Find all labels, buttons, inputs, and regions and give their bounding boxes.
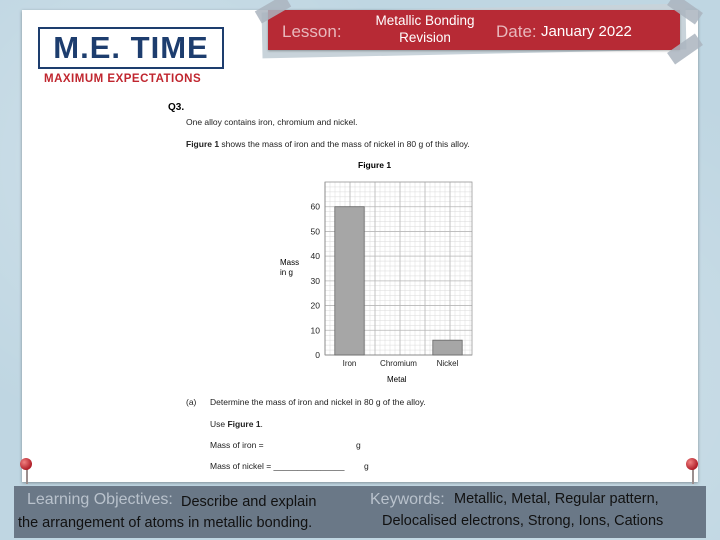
part-a-text: Determine the mass of iron and nickel in 80 g of the alloy. xyxy=(210,397,426,407)
chart-title: Figure 1 xyxy=(358,160,392,170)
pin-right-stem xyxy=(692,468,694,484)
date-label: Date: xyxy=(496,22,537,41)
question-line2-bold: Figure 1 xyxy=(186,139,220,149)
use-figure-text xyxy=(210,419,263,429)
y-tick-label: 60 xyxy=(310,201,320,212)
y-tick-label: 20 xyxy=(310,300,320,311)
mass-nickel-unit: g xyxy=(364,461,369,471)
y-tick-label: 40 xyxy=(310,251,320,262)
x-tick-label: Nickel xyxy=(436,359,459,368)
y-tick-label: 50 xyxy=(310,226,320,237)
y-tick-label: 10 xyxy=(310,325,320,336)
use-figure-bold: Figure 1 xyxy=(227,419,261,429)
logo-part-time: TIME xyxy=(130,30,209,65)
pin-left-icon xyxy=(20,458,32,470)
y-tick-label: 0 xyxy=(315,350,320,360)
question-line2-rest: shows the mass of iron and the mass of nickel in 80 g of this alloy. xyxy=(219,139,470,149)
bar-iron xyxy=(335,207,364,355)
lesson-title-line2: Revision xyxy=(399,30,451,45)
logo-tagline: MAXIMUM EXPECTATIONS xyxy=(44,73,202,85)
chart-x-label: Metal xyxy=(387,375,407,384)
question-line1: One alloy contains iron, chromium and nickel. xyxy=(186,117,358,127)
keywords-line2: Delocalised electrons, Strong, Ions, Cations xyxy=(382,513,664,529)
bar-nickel xyxy=(433,340,462,355)
mass-iron-line: Mass of iron = xyxy=(210,440,264,450)
y-tick-label: 30 xyxy=(310,275,320,286)
use-figure-prefix: Use xyxy=(210,419,228,429)
chart-y-label-line2: in g xyxy=(280,268,293,277)
use-figure-suffix: . xyxy=(260,419,263,429)
date-value: January 2022 xyxy=(541,23,632,40)
pin-left-stem xyxy=(26,468,28,484)
keywords-label: Keywords: xyxy=(370,491,445,508)
question-number: Q3. xyxy=(168,102,185,113)
learning-objectives-line1: Describe and explain xyxy=(181,494,317,510)
part-a-label: (a) xyxy=(186,397,197,407)
mass-nickel-line: Mass of nickel = _______________ xyxy=(210,461,345,471)
lesson-title-line1: Metallic Bonding xyxy=(375,13,475,28)
x-tick-label: Chromium xyxy=(380,359,417,368)
keywords-line1: Metallic, Metal, Regular pattern, xyxy=(454,491,659,507)
logo-part-me: M.E. xyxy=(53,30,122,65)
lesson-label: Lesson: xyxy=(282,22,342,41)
learning-objectives-line2: the arrangement of atoms in metallic bonding. xyxy=(18,515,313,531)
x-tick-label: Iron xyxy=(342,359,357,368)
learning-objectives-label: Learning Objectives: xyxy=(27,491,173,508)
chart-y-label-line1: Mass xyxy=(280,258,300,267)
mass-iron-unit: g xyxy=(356,440,361,450)
pin-right-icon xyxy=(686,458,698,470)
